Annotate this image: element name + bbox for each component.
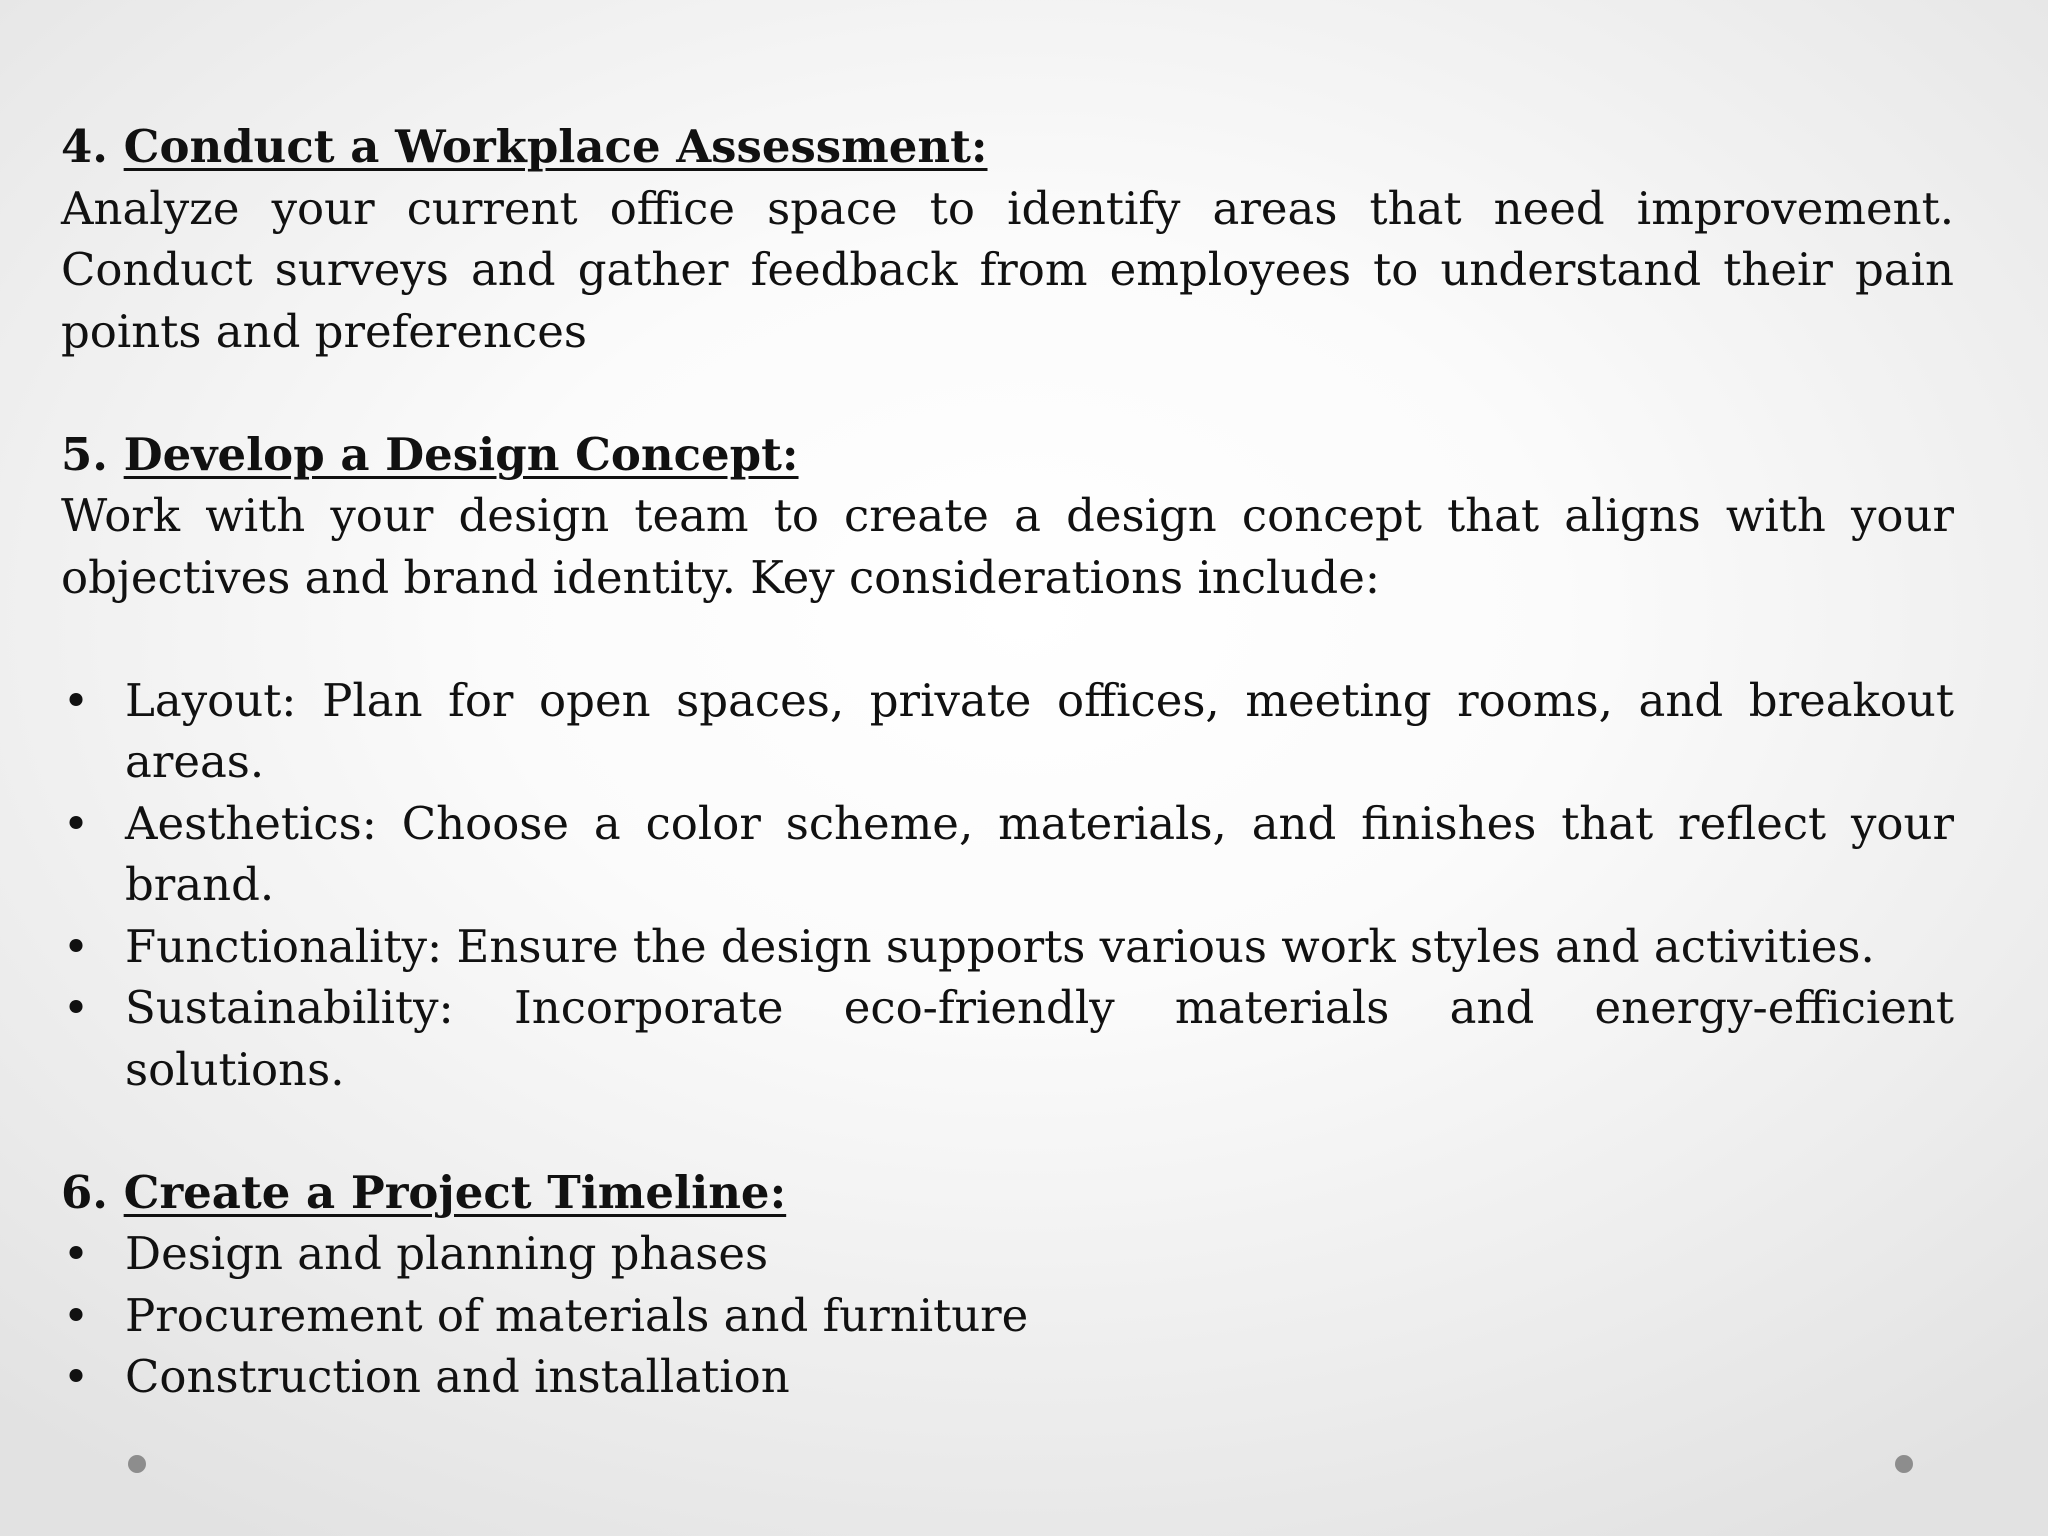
list-item xyxy=(61,670,1954,793)
bullet-icon: • xyxy=(62,796,90,850)
list-item xyxy=(61,1223,1954,1285)
section-4-number: 4. xyxy=(61,120,124,173)
bullet-icon: • xyxy=(62,981,90,1034)
bullet-icon: • xyxy=(62,1288,90,1342)
list-item xyxy=(61,916,1954,978)
list-item xyxy=(61,793,1954,916)
list-item-text: Layout: Plan for open spaces, private offices, meeting rooms, and breakout areas. xyxy=(125,673,1954,788)
slide-content xyxy=(61,116,1954,1408)
decorative-dot-icon xyxy=(128,1455,146,1473)
decorative-dot-icon xyxy=(1895,1455,1913,1473)
list-item-text: Design and planning phases xyxy=(125,1227,769,1280)
section-spacer xyxy=(61,1100,1954,1162)
list-item-text: Construction and installation xyxy=(125,1350,790,1403)
design-considerations-list xyxy=(61,670,1954,1101)
timeline-list xyxy=(61,1223,1954,1408)
section-4-paragraph: Analyze your current office space to identify areas that need improvement. Conduct surveys and gather feedback from employees to understand their pain points and preferences xyxy=(61,181,1954,358)
section-5-heading xyxy=(61,424,1954,486)
bullet-icon: • xyxy=(62,1350,90,1403)
section-4-title: Conduct a Workplace Assessment: xyxy=(123,120,988,173)
section-5-number: 5. xyxy=(61,427,124,481)
list-item-text: Sustainability: Incorporate eco-friendly materials and energy-efficient solutions. xyxy=(125,981,1954,1096)
bullet-icon: • xyxy=(62,1227,90,1280)
section-spacer xyxy=(61,608,1954,670)
list-item-text: Functionality: Ensure the design supports various work styles and activities. xyxy=(125,919,1875,973)
list-item-text: Procurement of materials and furniture xyxy=(125,1288,1029,1342)
section-5-paragraph: Work with your design team to create a design concept that aligns with your objectives and brand identity. Key considerations include: xyxy=(61,489,1954,604)
bullet-icon: • xyxy=(62,919,90,973)
section-4-heading xyxy=(61,116,1954,178)
section-5-title: Develop a Design Concept: xyxy=(123,427,799,481)
list-item xyxy=(61,1346,1954,1408)
list-item xyxy=(61,977,1954,1100)
section-6-number: 6. xyxy=(61,1165,124,1219)
list-item-text: Aesthetics: Choose a color scheme, materials, and finishes that reflect your brand. xyxy=(125,796,1954,911)
section-6-title: Create a Project Timeline: xyxy=(123,1165,787,1219)
bullet-icon: • xyxy=(62,673,90,727)
list-item xyxy=(61,1285,1954,1347)
section-spacer xyxy=(61,362,1954,424)
section-6-heading xyxy=(61,1162,1954,1224)
